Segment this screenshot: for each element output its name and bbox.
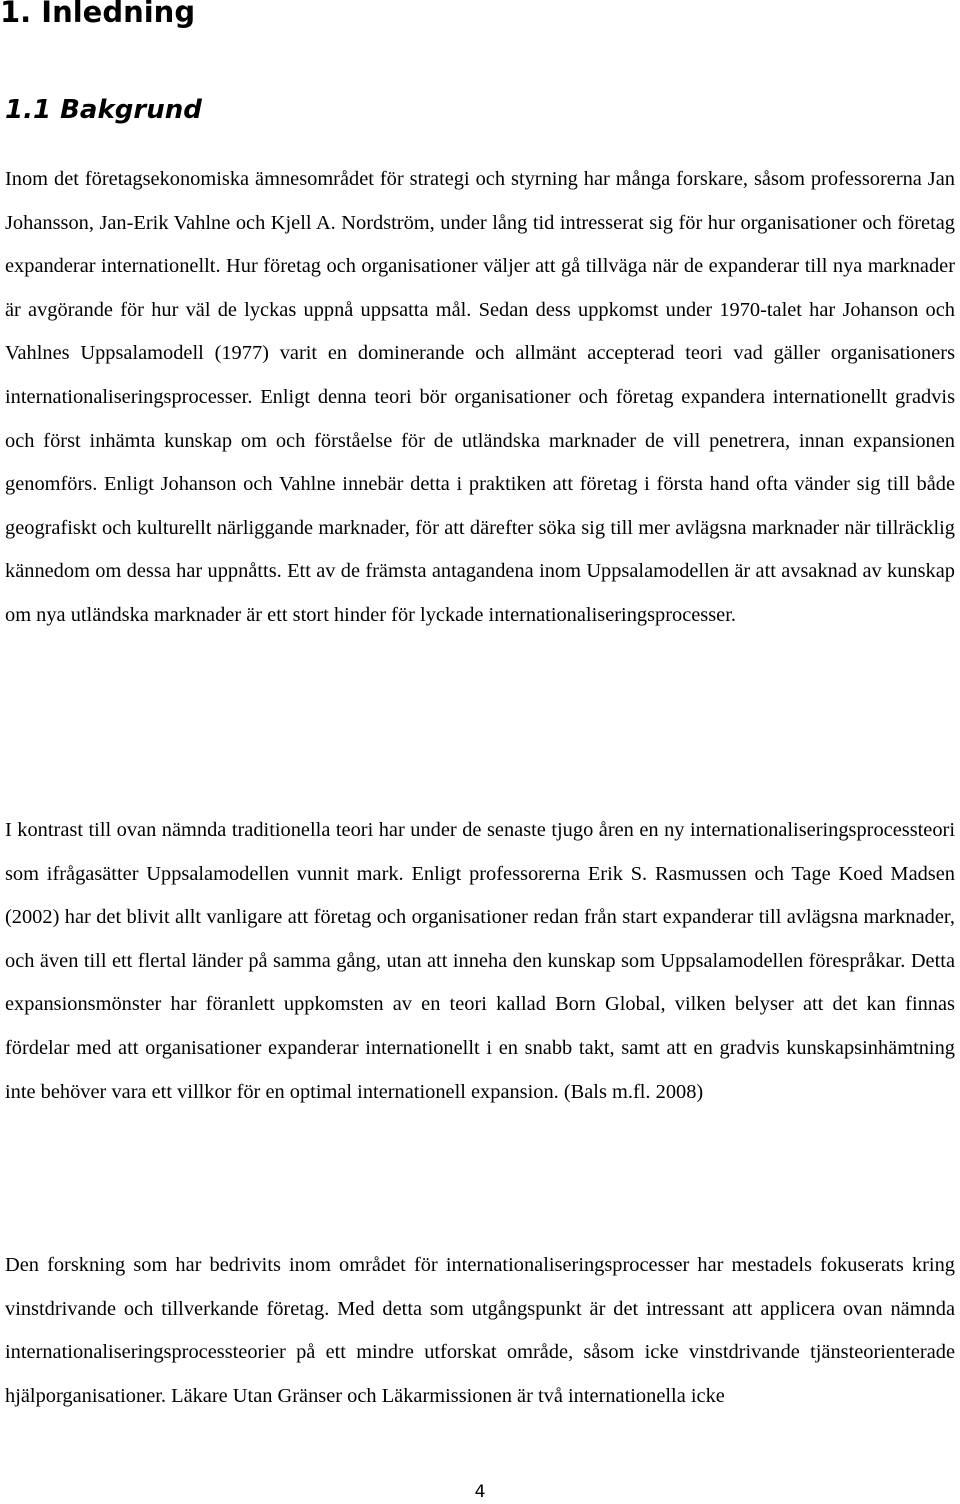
page-number: 4	[474, 1482, 486, 1502]
section-heading: 1.1 Bakgrund	[5, 95, 202, 125]
chapter-heading: 1. Inledning	[0, 0, 196, 29]
paragraph-2: I kontrast till ovan nämnda traditionella teori har under de senaste tjugo åren en ny internationaliseringsprocessteori som ifrågasätter Uppsalamodellen vunnit mark. Enligt professorerna Erik S. Rasmussen och Tage Koed Madsen (2002) har det blivit allt vanligare att företag och organisationer redan från start expanderar till avlägsna marknader, och även till ett flertal länder på samma gång, utan att inneha den kunskap som Uppsalamodellen förespråkar. Detta expansionsmönster har föranlett uppkomsten av en teori kallad Born Global, vilken belyser att det kan finnas fördelar med att organisationer expanderar internationellt i en snabb takt, samt att en gradvis kunskapsinhämtning inte behöver vara ett villkor för en optimal internationell expansion. (Bals m.fl. 2008)	[5, 819, 955, 1103]
paragraph-1: Inom det företagsekonomiska ämnesområdet för strategi och styrning har många forskare, såsom professorerna Jan Johansson, Jan-Erik Vahlne och Kjell A. Nordström, under lång tid intresserat sig för hur organisationer och företag expanderar internationellt. Hur företag och organisationer väljer att gå tillväga när de expanderar till nya marknader är avgörande för hur väl de lyckas uppnå uppsatta mål. Sedan dess uppkomst under 1970-talet har Johanson och Vahlnes Uppsalamodell (1977) varit en dominerande och allmänt accepterad teori vad gäller organisationers internationaliseringsprocesser. Enligt denna teori bör organisationer och företag expandera internationellt gradvis och först inhämta kunskap om och förståelse för de utländska marknader de vill penetrera, innan expansionen genomförs. Enligt Johanson och Vahlne innebär detta i praktiken att företag i första hand ofta vänder sig till både geografiskt och kulturellt närliggande marknader, för att därefter söka sig till mer avlägsna marknader när tillräcklig kännedom om dessa har uppnåtts. Ett av de främsta antagandena inom Uppsalamodellen är att avsaknad av kunskap om nya utländska marknader är ett stort hinder för lyckade internationaliseringsprocesser.	[5, 168, 955, 626]
paragraph-3: Den forskning som har bedrivits inom området för internationaliseringsprocesser har mestadels fokuserats kring vinstdrivande och tillverkande företag. Med detta som utgångspunkt är det intressant att applicera ovan nämnda internationaliseringsprocessteorier på ett mindre utforskat område, såsom icke vinstdrivande tjänsteorienterade hjälporganisationer. Läkare Utan Gränser och Läkarmissionen är två internationella icke	[5, 1254, 955, 1407]
